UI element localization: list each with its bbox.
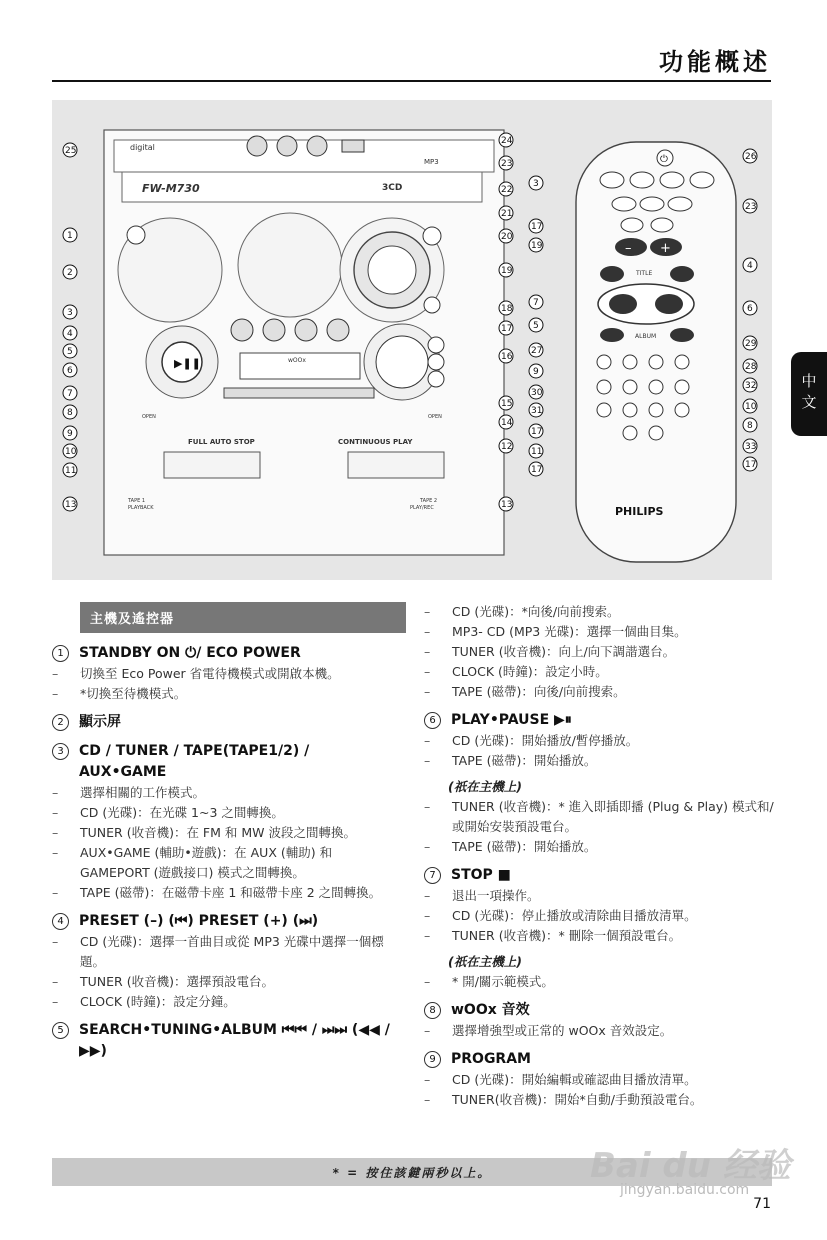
svg-text:32: 32	[745, 381, 757, 391]
description-text: TAPE (磁帶)：在磁帶卡座 1 和磁帶卡座 2 之間轉換。	[80, 885, 382, 900]
callout-number	[743, 439, 757, 453]
remote-brand: PHILIPS	[615, 505, 664, 518]
callout-number	[529, 176, 543, 190]
svg-text:11: 11	[531, 447, 543, 457]
description-text: TUNER (收音機)：* 刪除一個預設電台。	[452, 928, 682, 943]
dash-bullet: –	[52, 686, 59, 701]
feature-title	[52, 712, 398, 733]
svg-text:29: 29	[745, 339, 757, 349]
description-line	[424, 682, 774, 702]
svg-text:▶❚❚: ▶❚❚	[174, 357, 201, 370]
description-line	[52, 664, 398, 684]
dash-bullet: –	[424, 799, 431, 814]
svg-text:10: 10	[65, 447, 77, 457]
svg-text:20: 20	[501, 232, 513, 242]
callout-number	[529, 403, 543, 417]
dash-bullet: –	[52, 785, 59, 800]
svg-text:16: 16	[501, 352, 513, 362]
callout-number	[499, 133, 513, 147]
unit-woox: wOOx	[288, 357, 306, 364]
dash-bullet: –	[424, 753, 431, 768]
svg-text:4: 4	[67, 329, 73, 339]
description-text: TUNER (收音機)：* 進入即插即播 (Plug & Play) 模式和/或開始安裝預設電台。	[452, 799, 774, 834]
feature-title-text: CD / TUNER / TAPE(TAPE1/2) / AUX•GAME	[79, 743, 310, 780]
svg-text:17: 17	[531, 465, 543, 475]
description-text: TUNER (收音機)：在 FM 和 MW 波段之間轉換。	[80, 825, 356, 840]
svg-text:21: 21	[501, 209, 513, 219]
svg-text:17: 17	[531, 427, 543, 437]
callout-number	[63, 143, 77, 157]
description-line	[52, 932, 398, 972]
description-text: 退出一項操作。	[452, 888, 540, 903]
dash-bullet: –	[52, 825, 59, 840]
feature-item	[52, 911, 398, 1012]
svg-text:5: 5	[533, 321, 539, 331]
svg-text:22: 22	[501, 185, 513, 195]
title-rule	[52, 80, 771, 82]
feature-item	[424, 602, 774, 702]
svg-text:24: 24	[501, 136, 513, 146]
product-figure	[52, 100, 772, 580]
callout-number	[499, 321, 513, 335]
dash-bullet: –	[424, 1092, 431, 1107]
svg-text:3: 3	[533, 179, 539, 189]
feature-title	[424, 1049, 774, 1070]
dash-bullet: –	[52, 994, 59, 1009]
dash-bullet: –	[424, 908, 431, 923]
svg-text:4: 4	[747, 261, 753, 271]
unit-playback: PLAYBACK	[128, 505, 154, 511]
dash-bullet: –	[424, 733, 431, 748]
unit-cd-logo: 3CD	[382, 183, 403, 193]
description-text: CD (光碟)：開始編輯或確認曲目播放清單。	[452, 1072, 697, 1087]
remote-album-label: ALBUM	[635, 333, 657, 340]
feature-item	[52, 741, 398, 903]
feature-title	[424, 710, 774, 731]
description-text: CLOCK (時鐘)：設定小時。	[452, 664, 608, 679]
svg-text:30: 30	[531, 388, 543, 398]
svg-text:⏻: ⏻	[660, 154, 668, 165]
description-line	[424, 642, 774, 662]
callout-number	[743, 149, 757, 163]
feature-title-text: STOP ■	[451, 867, 511, 883]
dash-bullet: –	[424, 839, 431, 854]
item-number-badge: 3	[52, 743, 69, 760]
callout-number	[63, 265, 77, 279]
item-number-badge: 6	[424, 712, 441, 729]
description-text: CLOCK (時鐘)：設定分鐘。	[80, 994, 236, 1009]
svg-text:3: 3	[67, 308, 73, 318]
description-text: CD (光碟)：在光碟 1~3 之間轉換。	[80, 805, 284, 820]
description-line	[424, 972, 774, 992]
svg-text:+: +	[660, 241, 671, 256]
callout-number	[499, 263, 513, 277]
callout-number	[529, 295, 543, 309]
svg-text:17: 17	[745, 460, 757, 470]
dash-bullet: –	[424, 684, 431, 699]
dash-bullet: –	[424, 644, 431, 659]
svg-text:26: 26	[745, 152, 757, 162]
feature-title-text: 顯示屏	[79, 714, 121, 730]
svg-text:2: 2	[67, 268, 73, 278]
page-title: 功能概述	[659, 48, 771, 76]
callout-number	[499, 497, 513, 511]
description-text: CD (光碟)：*向後/向前搜索。	[452, 604, 620, 619]
remote-title-label: TITLE	[636, 270, 653, 277]
unit-brand: digital	[130, 143, 155, 152]
description-line	[52, 684, 398, 704]
item-number-badge: 5	[52, 1022, 69, 1039]
unit-full-auto-stop: FULL AUTO STOP	[188, 438, 255, 446]
item-number-badge: 9	[424, 1051, 441, 1068]
feature-item	[52, 643, 398, 704]
description-text: AUX•GAME (輔助•遊戲)：在 AUX (輔助) 和 GAMEPORT (遊戲接口) 模式之間轉換。	[80, 845, 333, 880]
description-line	[52, 972, 398, 992]
unit-open-right: OPEN	[428, 414, 442, 420]
svg-text:14: 14	[501, 418, 513, 428]
callout-number	[743, 301, 757, 315]
svg-text:12: 12	[501, 442, 513, 452]
svg-text:23: 23	[745, 202, 757, 212]
dash-bullet: –	[52, 885, 59, 900]
feature-title	[52, 643, 398, 664]
description-text: TAPE (磁帶)：開始播放。	[452, 753, 597, 768]
callout-number	[63, 344, 77, 358]
description-line	[424, 926, 774, 946]
callout-number	[743, 378, 757, 392]
unit-open-left: OPEN	[142, 414, 156, 420]
callout-number	[529, 343, 543, 357]
description-line	[424, 602, 774, 622]
svg-text:31: 31	[531, 406, 543, 416]
callout-number	[499, 182, 513, 196]
description-line	[424, 837, 774, 857]
feature-title-text: SEARCH•TUNING•ALBUM ⏮⏮ / ⏭⏭ (◀◀ / ▶▶)	[79, 1022, 390, 1059]
svg-text:17: 17	[531, 222, 543, 232]
callout-number	[499, 415, 513, 429]
dash-bullet: –	[52, 934, 59, 949]
callout-number	[529, 385, 543, 399]
svg-text:10: 10	[745, 402, 757, 412]
description-line	[52, 823, 398, 843]
unit-playrec: PLAY/REC	[410, 505, 434, 511]
feature-title-text: PLAY•PAUSE ▶⏸	[451, 712, 572, 728]
description-line	[424, 1021, 774, 1041]
svg-text:8: 8	[747, 421, 753, 431]
description-text: 切換至 Eco Power 省電待機模式或開啟本機。	[80, 666, 340, 681]
feature-title	[52, 1020, 398, 1062]
feature-item	[52, 1020, 398, 1062]
description-line	[52, 992, 398, 1012]
unit-mp3-logo: MP3	[424, 158, 439, 166]
main-unit-only-note: (祇在主機上)	[448, 779, 522, 794]
callout-number	[63, 444, 77, 458]
callout-number	[529, 462, 543, 476]
callout-number	[63, 497, 77, 511]
description-line	[424, 1090, 774, 1110]
left-column	[52, 602, 398, 1070]
description-line	[424, 662, 774, 682]
description-text: CD (光碟)：停止播放或清除曲目播放清單。	[452, 908, 697, 923]
callout-number	[743, 457, 757, 471]
main-unit-only-note: (祇在主機上)	[448, 954, 522, 969]
callout-number	[529, 318, 543, 332]
description-text: 選擇相關的工作模式。	[80, 785, 206, 800]
dash-bullet: –	[52, 666, 59, 681]
description-text: CD (光碟)：開始播放/暫停播放。	[452, 733, 639, 748]
svg-text:6: 6	[747, 304, 753, 314]
dash-bullet: –	[424, 888, 431, 903]
dash-bullet: –	[52, 845, 59, 860]
feature-item	[424, 710, 774, 857]
callout-number	[499, 301, 513, 315]
dash-bullet: –	[424, 974, 431, 989]
item-number-badge: 2	[52, 714, 69, 731]
page-number: 71	[753, 1196, 771, 1212]
remote-control	[576, 142, 736, 562]
callout-number	[499, 439, 513, 453]
description-line	[52, 843, 398, 883]
svg-text:25: 25	[65, 146, 77, 156]
description-line	[424, 731, 774, 751]
callout-number	[63, 228, 77, 242]
svg-text:13: 13	[65, 500, 77, 510]
unit-tape2: TAPE 2	[420, 498, 438, 504]
callout-number	[499, 156, 513, 170]
dash-bullet: –	[424, 664, 431, 679]
product-illustration	[52, 100, 772, 580]
description-text: CD (光碟)：選擇一首曲目或從 MP3 光碟中選擇一個標題。	[80, 934, 384, 969]
feature-title	[424, 1000, 774, 1021]
feature-title	[52, 741, 398, 783]
dash-bullet: –	[52, 974, 59, 989]
right-column	[424, 602, 774, 1118]
svg-text:27: 27	[531, 346, 543, 356]
item-number-badge: 7	[424, 867, 441, 884]
dash-bullet: –	[424, 1072, 431, 1087]
description-text: 選擇增強型或正常的 wOOx 音效設定。	[452, 1023, 673, 1038]
svg-text:–: –	[625, 241, 632, 256]
feature-title	[52, 911, 398, 932]
feature-item	[52, 712, 398, 733]
dash-bullet: –	[52, 805, 59, 820]
svg-text:1: 1	[67, 231, 73, 241]
item-number-badge: 8	[424, 1002, 441, 1019]
description-text: TUNER (收音機)：選擇預設電台。	[80, 974, 274, 989]
callout-number	[529, 424, 543, 438]
feature-item	[424, 1000, 774, 1041]
description-line	[52, 883, 398, 903]
callout-number	[529, 219, 543, 233]
callout-number	[499, 229, 513, 243]
watermark-url: jingyan.baidu.com	[620, 1182, 750, 1198]
unit-continuous-play: CONTINUOUS PLAY	[338, 438, 413, 446]
unit-tape1: TAPE 1	[128, 498, 146, 504]
svg-text:9: 9	[67, 429, 73, 439]
description-line	[424, 1070, 774, 1090]
svg-text:17: 17	[501, 324, 513, 334]
feature-title-text: STANDBY ON ⏻/ ECO POWER	[79, 645, 301, 661]
description-text: *切換至待機模式。	[80, 686, 187, 701]
feature-title-text: PRESET (–) (⏮) PRESET (+) (⏭)	[79, 913, 319, 929]
callout-number	[63, 426, 77, 440]
feature-title-text: PROGRAM	[451, 1051, 531, 1067]
description-text: TUNER(收音機)：開始*自動/手動預設電台。	[452, 1092, 703, 1107]
callout-number	[499, 349, 513, 363]
unit-model: FW-M730	[142, 182, 200, 195]
callout-number	[743, 418, 757, 432]
description-text: TUNER (收音機)：向上/向下調諧選台。	[452, 644, 676, 659]
svg-text:23: 23	[501, 159, 513, 169]
footer-note: * = 按住該鍵兩秒以上。	[52, 1158, 772, 1186]
callout-number	[743, 258, 757, 272]
callout-number	[743, 359, 757, 373]
description-line	[424, 797, 774, 837]
svg-text:6: 6	[67, 366, 73, 376]
callout-number	[63, 463, 77, 477]
callout-number	[499, 206, 513, 220]
item-number-badge: 4	[52, 913, 69, 930]
svg-text:33: 33	[745, 442, 757, 452]
callout-number	[529, 444, 543, 458]
callout-number	[529, 364, 543, 378]
description-text: * 開/關示範模式。	[452, 974, 554, 989]
feature-title	[424, 865, 774, 886]
description-text: MP3- CD (MP3 光碟)：選擇一個曲目集。	[452, 624, 687, 639]
description-line	[424, 886, 774, 906]
svg-text:8: 8	[67, 408, 73, 418]
callout-number	[63, 363, 77, 377]
dash-bullet: –	[424, 928, 431, 943]
description-line	[424, 751, 774, 771]
item-number-badge: 1	[52, 645, 69, 662]
feature-title-text: wOOx 音效	[451, 1002, 530, 1018]
feature-item	[424, 865, 774, 992]
feature-item	[424, 1049, 774, 1110]
dash-bullet: –	[424, 1023, 431, 1038]
svg-text:7: 7	[67, 389, 73, 399]
callout-number	[63, 326, 77, 340]
callout-number	[63, 405, 77, 419]
main-unit	[104, 130, 504, 555]
callout-number	[499, 396, 513, 410]
svg-text:9: 9	[533, 367, 539, 377]
description-text: TAPE (磁帶)：開始播放。	[452, 839, 597, 854]
dash-bullet: –	[424, 624, 431, 639]
svg-text:13: 13	[501, 500, 513, 510]
svg-text:18: 18	[501, 304, 513, 314]
callout-number	[529, 238, 543, 252]
callout-number	[63, 386, 77, 400]
language-tab[interactable]: 中文	[791, 352, 827, 436]
callout-number	[63, 305, 77, 319]
callout-number	[743, 399, 757, 413]
svg-text:19: 19	[531, 241, 543, 251]
description-line	[424, 906, 774, 926]
svg-text:7: 7	[533, 298, 539, 308]
description-text: TAPE (磁帶)：向後/向前搜索。	[452, 684, 626, 699]
section-heading: 主機及遙控器	[80, 602, 406, 633]
description-line	[52, 783, 398, 803]
svg-text:28: 28	[745, 362, 757, 372]
callout-number	[743, 336, 757, 350]
description-line	[424, 622, 774, 642]
watermark-logo: Bai du 经验	[590, 1146, 791, 1186]
svg-text:5: 5	[67, 347, 73, 357]
svg-text:19: 19	[501, 266, 513, 276]
callout-number	[743, 199, 757, 213]
svg-text:15: 15	[501, 399, 513, 409]
svg-text:11: 11	[65, 466, 77, 476]
description-line	[52, 803, 398, 823]
dash-bullet: –	[424, 604, 431, 619]
